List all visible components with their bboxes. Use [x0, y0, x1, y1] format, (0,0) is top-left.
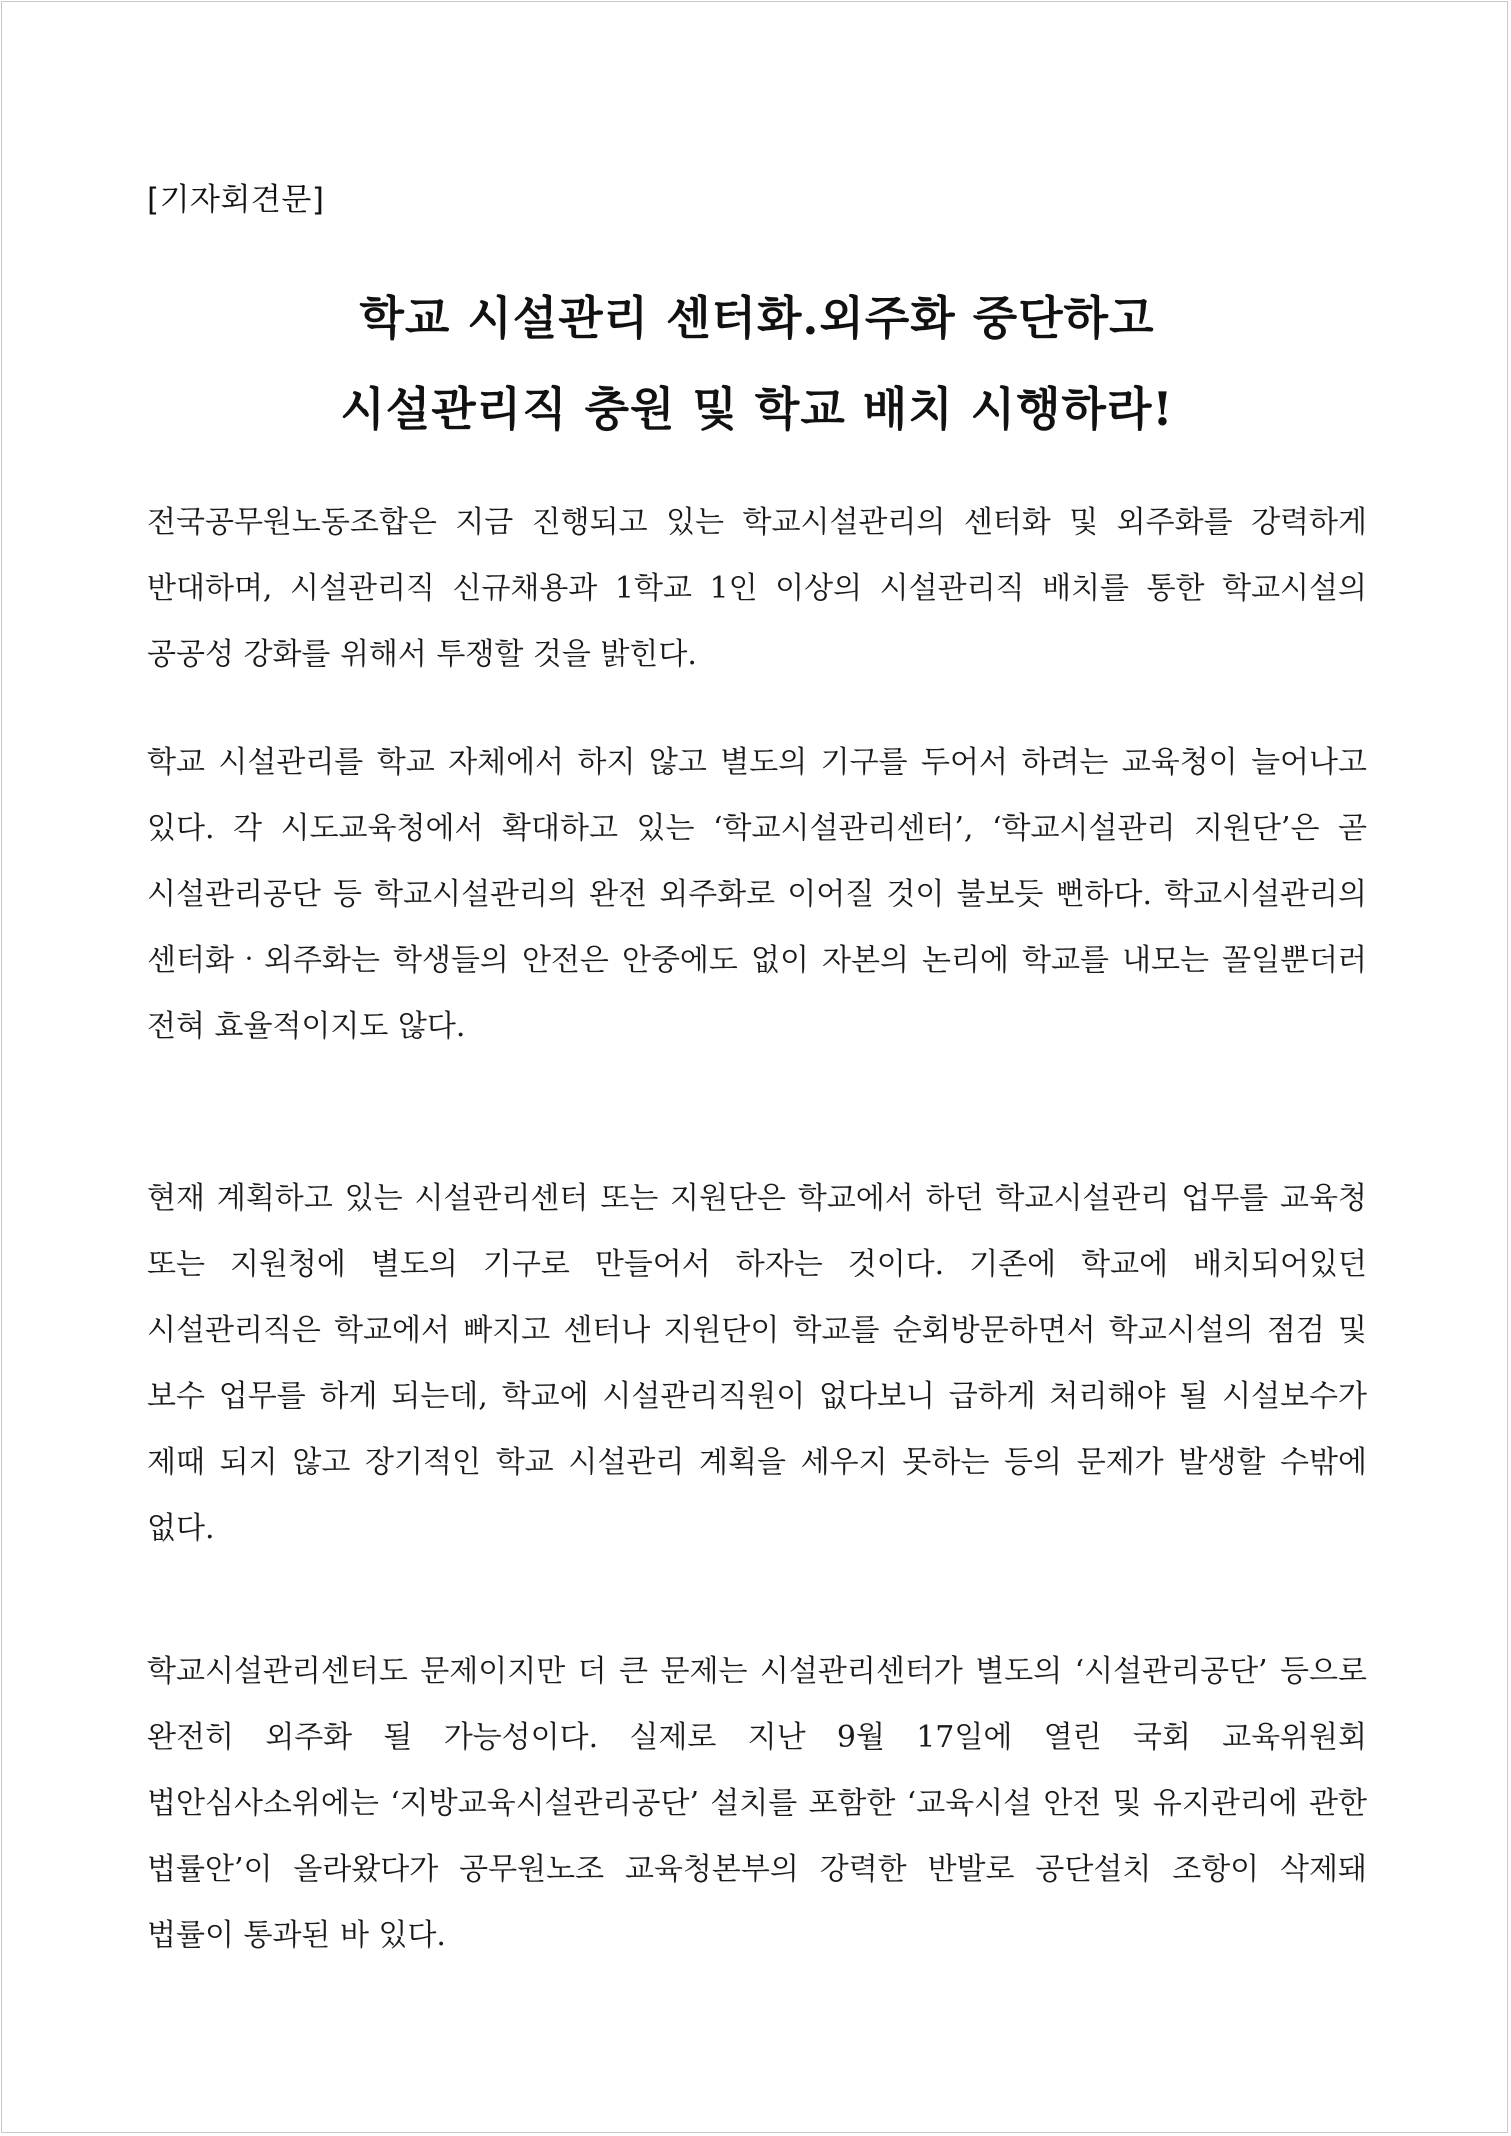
document-title-line-1: 학교 시설관리 센터화.외주화 중단하고 — [359, 291, 1155, 345]
document-page — [1, 1, 1508, 2133]
body-paragraph-3: 현재 계획하고 있는 시설관리센터 또는 지원단은 학교에서 하던 학교시설관리 업무를 교육청 또는 지원청에 별도의 기구로 만들어서 하자는 것이다. 기존에 학교에 배치되어있던 시설관리직은 학교에서 빠지고 센터나 지원단이 학교를 순회방문하면서 학교시설의 점검 및 보수 업무를 하게 되는데, 학교에 시설관리직원이 없다보니 급하게 처리해야 될 시설보수가 제때 되지 않고 장기적인 학교 시설관리 계획을 세우지 못하는 등의 문제가 발생할 수밖에 없다. — [147, 1181, 1367, 1546]
document-title-line-2: 시설관리직 충원 및 학교 배치 시행하라! — [340, 382, 1174, 436]
body-paragraph-1: 전국공무원노동조합은 지금 진행되고 있는 학교시설관리의 센터화 및 외주화를 강력하게 반대하며, 시설관리직 신규채용과 1학교 1인 이상의 시설관리직 배치를 통한 학교시설의 공공성 강화를 위해서 투쟁할 것을 밝힌다. — [147, 505, 1367, 672]
document-type-label: [기자회견문] — [147, 182, 325, 218]
body-paragraph-4: 학교시설관리센터도 문제이지만 더 큰 문제는 시설관리센터가 별도의 ‘시설관리공단’ 등으로 완전히 외주화 될 가능성이다. 실제로 지난 9월 17일에 열린 국회 교육위원회 법안심사소위에는 ‘지방교육시설관리공단’ 설치를 포함한 ‘교육시설 안전 및 유지관리에 관한 법률안’이 올라왔다가 공무원노조 교육청본부의 강력한 반발로 공단설치 조항이 삭제돼 법률이 통과된 바 있다. — [147, 1654, 1367, 1953]
body-paragraph-2: 학교 시설관리를 학교 자체에서 하지 않고 별도의 기구를 두어서 하려는 교육청이 늘어나고 있다. 각 시도교육청에서 확대하고 있는 ‘학교시설관리센터’, ‘학교시설관리 지원단’은 곧 시설관리공단 등 학교시설관리의 완전 외주화로 이어질 것이 불보듯 뻔하다. 학교시설관리의 센터화‧외주화는 학생들의 안전은 안중에도 없이 자본의 논리에 학교를 내모는 꼴일뿐더러 전혀 효율적이지도 않다. — [147, 745, 1367, 1044]
